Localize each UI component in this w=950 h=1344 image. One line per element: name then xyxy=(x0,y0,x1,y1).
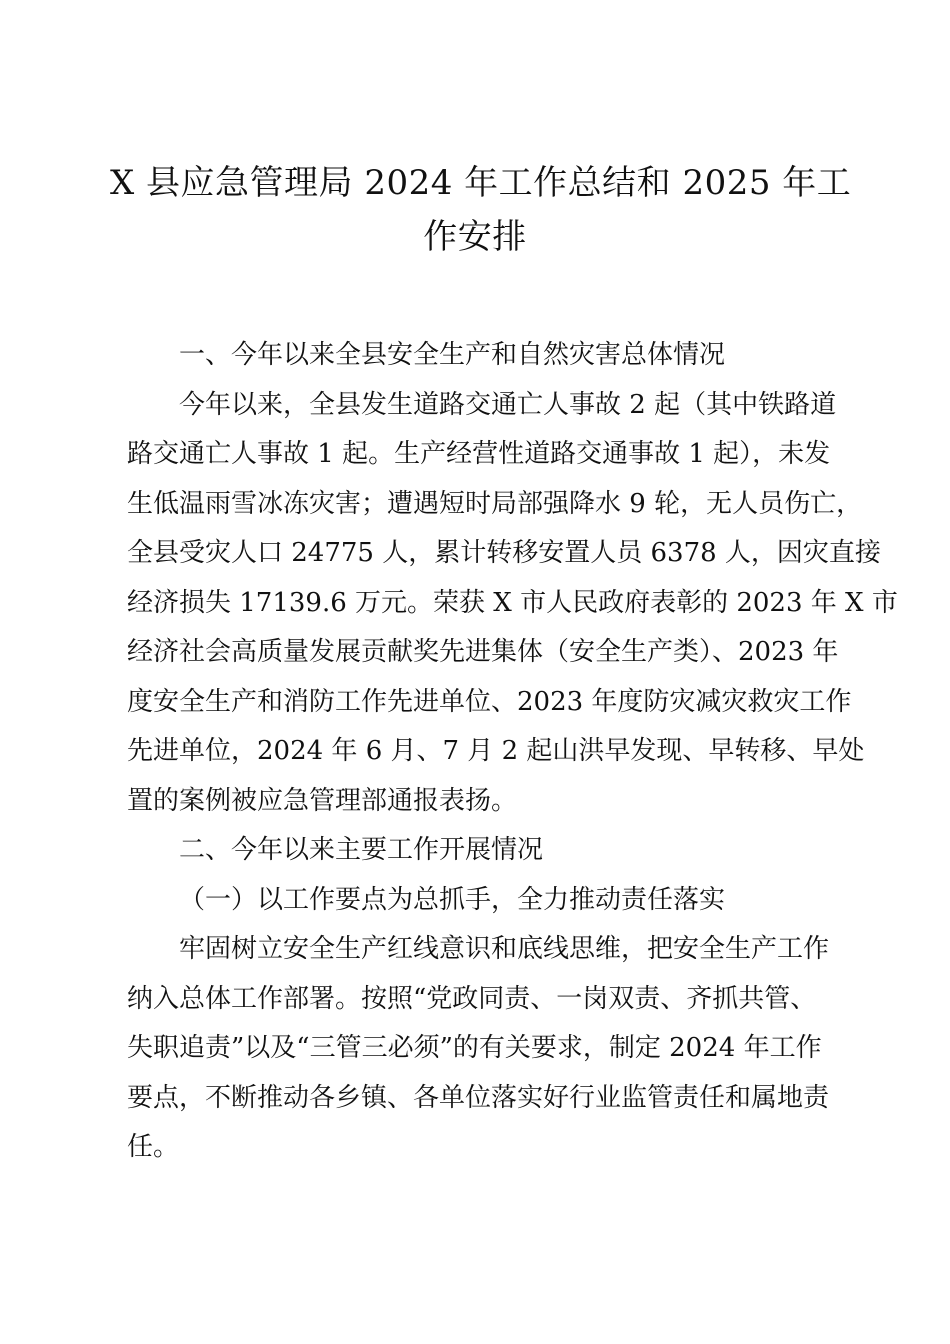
document-body xyxy=(127,331,898,1173)
title-line: X 县应急管理局 2024 年工作总结和 2025 年工 xyxy=(110,163,852,203)
text-line: 置的案例被应急管理部通报表扬。 xyxy=(127,785,518,816)
text-line: 任。 xyxy=(127,1132,180,1162)
text-line: 先进单位，2024 年 6 月、7 月 2 起山洪早发现、早转移、早处 xyxy=(127,736,865,766)
document-title xyxy=(110,156,852,264)
text-line: 一、今年以来全县安全生产和自然灾害总体情况 xyxy=(179,340,726,370)
text-line: 今年以来，全县发生道路交通亡人事故 2 起（其中铁路道 xyxy=(179,389,837,420)
text-line: 牢固树立安全生产红线意识和底线思维，把安全生产工作 xyxy=(179,934,830,964)
text-line: 失职追责”以及“三管三必须”的有关要求，制定 2024 年工作 xyxy=(127,1033,822,1063)
text-line: 二、今年以来主要工作开展情况 xyxy=(179,835,544,865)
text-line: （一）以工作要点为总抓手，全力推动责任落实 xyxy=(179,884,726,915)
paragraph-overview xyxy=(127,381,898,827)
title-line: 作安排 xyxy=(423,217,527,257)
section-heading-2 xyxy=(127,826,837,876)
text-line: 纳入总体工作部署。按照“党政同责、一岗双责、齐抓共管、 xyxy=(127,983,817,1014)
text-line: 全县受灾人口 24775 人，累计转移安置人员 6378 人，因灾直接 xyxy=(127,538,881,568)
paragraph-responsibility xyxy=(127,925,837,1173)
text-line: 度安全生产和消防工作先进单位、2023 年度防灾减灾救灾工作 xyxy=(127,686,852,717)
text-line: 生低温雨雪冰冻灾害；遭遇短时局部强降水 9 轮，无人员伤亡， xyxy=(127,488,863,519)
text-line: 路交通亡人事故 1 起。生产经营性道路交通事故 1 起），未发 xyxy=(127,439,831,469)
subsection-heading-1 xyxy=(127,876,837,926)
text-line: 经济损失 17139.6 万元。荣获 X 市人民政府表彰的 2023 年 X 市 xyxy=(127,587,898,618)
text-line: 要点，不断推动各乡镇、各单位落实好行业监管责任和属地责 xyxy=(127,1082,830,1113)
section-heading-1 xyxy=(127,331,837,381)
text-line: 经济社会高质量发展贡献奖先进集体（安全生产类）、2023 年 xyxy=(127,637,839,667)
